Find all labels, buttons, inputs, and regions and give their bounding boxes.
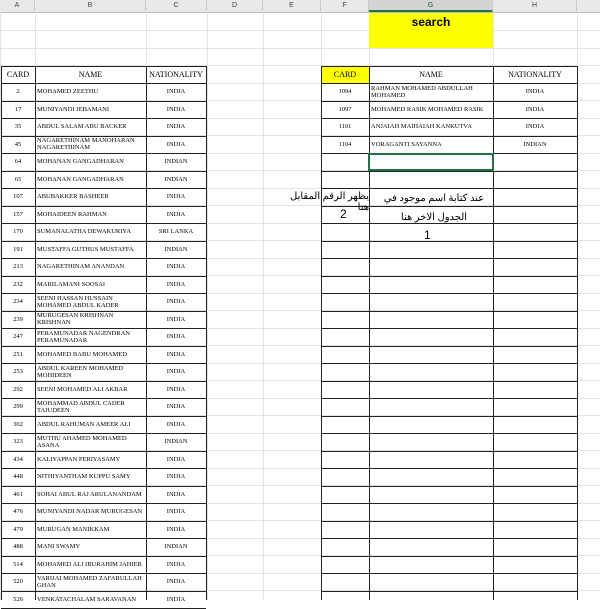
left_table-cell-card[interactable]: 514 [13,560,23,568]
left_table-header-nationality: NATIONALITY [149,70,203,79]
left_table-cell-name[interactable]: MUNIYANDI JEBAMANI [37,105,110,113]
table-border [1,66,2,600]
table-border [1,188,206,189]
left_table-cell-card[interactable]: 526 [13,595,23,603]
left_table-cell-card[interactable]: 17 [14,105,22,113]
left_table-cell-nat[interactable]: INDIA [166,193,186,201]
left_table-cell-card[interactable]: 520 [13,578,23,586]
left_table-header-card: CARD [6,70,30,79]
table-border [1,328,206,329]
left_table-cell-card[interactable]: 479 [13,525,23,533]
left_table-cell-nat[interactable]: INDIA [166,368,186,376]
gridline [0,48,600,49]
left_table-cell-name[interactable]: MUSTAFFA GUTHUS MUSTAFFA [37,245,134,253]
table-border [321,328,577,329]
table-border [1,398,206,399]
left_table-cell-card[interactable]: 65 [14,175,22,183]
left_table-cell-name[interactable]: PERAMUNADAR NAGENDRAN PERAMUNADAR [37,329,130,344]
table-border [1,538,206,539]
table-border [321,468,577,469]
table-border [321,363,577,364]
left_table-cell-nat[interactable]: INDIA [166,263,186,271]
left_table-cell-name[interactable]: ABDUL SALAM ABU BACKER [37,123,127,131]
left_table-cell-nat[interactable]: INDIA [166,315,186,323]
table-border [1,451,206,452]
column-header-h[interactable]: H [493,0,577,12]
left_table-cell-name[interactable]: MARILAMANI SOOSAI [37,280,106,288]
table-border [1,573,206,574]
left_table-cell-nat[interactable]: INDIA [166,298,186,306]
table-border [369,66,370,600]
left_table-cell-name[interactable]: ABUBAKKER BASHEER [37,193,109,201]
right_table-cell-nat[interactable]: INDIA [525,123,545,131]
table-border [321,591,577,592]
left_table-cell-card[interactable]: 232 [13,280,23,288]
left_table-cell-nat[interactable]: SRI LANKA [158,228,194,236]
left_table-cell-card[interactable]: 64 [14,158,22,166]
left_table-cell-name[interactable]: MOHAIDEEN RAHMAN [37,210,107,218]
left_table-cell-name[interactable]: MOHAMED ALI IBURAHIM JAHIER [37,560,142,568]
gridline [0,30,600,31]
note-lookup-instruction: عند كتابة اسم موجود في الجدول الاخر هنا [383,193,485,223]
left_table-cell-nat[interactable]: INDIA [166,280,186,288]
left_table-cell-nat[interactable]: INDIA [166,525,186,533]
table-border [1,433,206,434]
table-border [1,101,206,102]
table-border [321,66,577,67]
left_table-cell-card[interactable]: 213 [13,263,23,271]
left_table-cell-name[interactable]: MOHAMED ZEETHU [37,88,99,96]
left_table-cell-name[interactable]: MANI SWAMY [37,543,81,551]
table-border [1,503,206,504]
right_table-cell-nat[interactable]: INDIA [525,88,545,96]
column-header-c[interactable]: C [146,0,207,12]
left_table-cell-nat[interactable]: INDIAN [164,245,188,253]
left_table-cell-card[interactable]: 45 [14,140,22,148]
table-border [206,66,207,600]
table-border [321,66,322,600]
left_table-cell-card[interactable]: 292 [13,385,23,393]
left_table-cell-name[interactable]: SUMANALATHA DEWAKURIYA [37,228,132,236]
left_table-cell-nat[interactable]: INDIAN [164,175,188,183]
right_table-cell-card[interactable]: 1101 [338,123,352,131]
right_table-header-card: CARD [321,66,369,83]
table-border [1,153,206,154]
table-border [493,66,494,600]
left_table-cell-nat[interactable]: INDIA [166,455,186,463]
left_table-cell-name[interactable]: VENKATACHALAM SARAVANAN [37,595,137,603]
left_table-cell-nat[interactable]: INDIA [166,123,186,131]
right_table-cell-name[interactable]: RAHMAN MOHAMED ABDULLAH MOHAMED [371,84,473,99]
table-border [1,346,206,347]
left_table-cell-name[interactable]: MURUGESAN KRISHNAN KRISHNAN [37,312,114,327]
left_table-cell-nat[interactable]: INDIAN [164,158,188,166]
left_table-cell-name[interactable]: ABDUL RAHUMAN AMEER ALI [37,420,131,428]
table-border [1,171,206,172]
right_table-cell-name[interactable]: ANJAIAH MAIHAIAH KANKUTVA [371,123,472,131]
table-border [321,293,577,294]
table-border [1,223,206,224]
left_table-cell-card[interactable]: 299 [13,403,23,411]
note-result-instruction: يظهر الرقم المقابل هنا [290,191,369,213]
table-border [1,206,206,207]
table-border [1,241,206,242]
left_table-cell-card[interactable]: 170 [13,228,23,236]
left_table-cell-card[interactable]: 107 [13,193,23,201]
table-border [321,556,577,557]
left_table-cell-card[interactable]: 2 [16,88,20,96]
right_table-cell-name[interactable]: VORAGANTI SAYANNA [371,140,442,148]
left_table-cell-card[interactable]: 488 [13,543,23,551]
left_table-cell-name[interactable]: SOHAI ABUL RAJ ARULANANDAM [37,490,142,498]
table-border [321,136,577,137]
table-border [321,538,577,539]
gridline [263,12,264,600]
table-border [1,521,206,522]
table-border [1,381,206,382]
left_table-cell-name[interactable]: KALIYAPPAN PERIYASAMY [37,455,121,463]
selected-cell[interactable] [368,153,494,171]
note-number-2: 2 [340,207,347,221]
left_table-cell-nat[interactable]: INDIAN [164,543,188,551]
left_table-cell-nat[interactable]: INDIA [166,560,186,568]
left_table-cell-name[interactable]: MURUGAN MANIKKAM [37,525,110,533]
table-border [321,416,577,417]
left_table-header-name: NAME [78,70,103,79]
left_table-cell-name[interactable]: NAGARETHINAM ANANDAN [37,263,125,271]
table-border [1,591,206,592]
column-header-f[interactable]: F [321,0,369,12]
table-border [1,66,206,67]
left_table-cell-nat[interactable]: INDIA [166,490,186,498]
left_table-cell-nat[interactable]: INDIA [166,403,186,411]
table-border [321,486,577,487]
right_table-cell-nat[interactable]: INDIA [525,105,545,113]
left_table-cell-card[interactable]: 35 [14,123,22,131]
gridline [207,12,208,600]
left_table-cell-card[interactable]: 302 [13,420,23,428]
right_table-cell-name[interactable]: MOHAMED RASIK MOHAMED RASIK [371,105,484,113]
column-header-b[interactable]: B [35,0,146,12]
search-cell[interactable] [369,13,493,48]
left_table-cell-nat[interactable]: INDIA [166,210,186,218]
table-border [1,468,206,469]
left_table-cell-name[interactable]: MUNIYANDI NADAR MURUGESAN [37,508,143,516]
column-header-a[interactable]: A [0,0,35,12]
column-header-g[interactable]: G [369,0,493,12]
table-border [321,503,577,504]
table-border [321,398,577,399]
table-border [1,486,206,487]
left_table-cell-name[interactable]: MOHAMED BABU MOHAMED [37,350,127,358]
left_table-cell-nat[interactable]: INDIA [166,473,186,481]
left_table-cell-name[interactable]: SEENI HASSAN HUSSAIN MOHAMED ABDUL KADER [37,294,119,309]
left_table-cell-card[interactable]: 251 [13,350,23,358]
table-border [1,118,206,119]
right_table-header-name: NAME [419,70,443,79]
table-border [321,346,577,347]
left_table-cell-nat[interactable]: INDIA [166,333,186,341]
left_table-cell-nat[interactable]: INDIA [166,105,186,113]
left_table-cell-card[interactable]: 323 [13,438,23,446]
note-number-1: 1 [424,228,431,242]
left_table-cell-name[interactable]: MUTHU AHAMED MOHAMED ASANA [37,434,127,449]
search-label: search [411,15,451,29]
left_table-cell-nat[interactable]: INDIA [166,508,186,516]
table-border [1,83,206,84]
left_table-cell-card[interactable]: 448 [13,473,23,481]
left_table-cell-name[interactable]: ABDUL KAREEN MOHAMED MOHIDEEN [37,364,124,379]
table-border [321,433,577,434]
table-border [321,241,577,242]
table-border [1,311,206,312]
left_table-cell-nat[interactable]: INDIA [166,578,186,586]
left_table-cell-card[interactable]: 476 [13,508,23,516]
table-border [321,521,577,522]
left_table-cell-card[interactable]: 247 [13,333,23,341]
table-border [321,118,577,119]
table-border [35,66,36,600]
table-border [321,573,577,574]
table-border [321,258,577,259]
table-border [1,258,206,259]
table-border [1,416,206,417]
table-border [321,381,577,382]
left_table-cell-name[interactable]: VARIJAI MOHAMED ZAFARULLAH GHAN [37,574,142,589]
right_table-cell-nat[interactable]: INDIAN [523,140,547,148]
left_table-cell-card[interactable]: 157 [13,210,23,218]
left_table-cell-name[interactable]: NITHIYANTHAM KUPPU SAMY [37,473,131,481]
left_table-cell-nat[interactable]: INDIA [166,385,186,393]
left_table-cell-nat[interactable]: INDIAN [164,438,188,446]
left_table-cell-card[interactable]: 234 [13,298,23,306]
table-border [1,556,206,557]
table-border [321,101,577,102]
left_table-cell-nat[interactable]: INDIA [166,350,186,358]
right_table-cell-card[interactable]: 1097 [338,105,352,113]
left_table-cell-nat[interactable]: INDIA [166,140,186,148]
left_table-cell-card[interactable]: 239 [13,315,23,323]
right_table-cell-card[interactable]: 1094 [338,88,352,96]
left_table-cell-name[interactable]: NAGARETHINAM MANOHARAN NAGARETHINAM [37,137,135,152]
table-border [321,276,577,277]
left_table-cell-card[interactable]: 253 [13,368,23,376]
table-border [321,171,577,172]
table-border [1,136,206,137]
left_table-cell-card[interactable]: 191 [13,245,23,253]
left_table-cell-name[interactable]: SEENI MOHAMED ALI AKBAR [37,385,128,393]
right_table-header-nationality: NATIONALITY [508,70,562,79]
table-border [321,311,577,312]
left_table-cell-nat[interactable]: INDIA [166,595,186,603]
table-border [577,66,578,600]
table-border [321,451,577,452]
left_table-cell-nat[interactable]: INDIA [166,88,186,96]
column-header-d[interactable]: D [207,0,263,12]
right_table-cell-card[interactable]: 1104 [338,140,352,148]
left_table-cell-name[interactable]: MOHANAN GANGADHARAN [37,175,124,183]
left_table-cell-name[interactable]: MOHANAN GANGADHARAN [37,158,124,166]
column-header-e[interactable]: E [263,0,321,12]
table-border [1,276,206,277]
table-border [1,293,206,294]
left_table-cell-nat[interactable]: INDIA [166,420,186,428]
table-border [1,363,206,364]
table-border [321,83,577,84]
left_table-cell-card[interactable]: 434 [13,455,23,463]
left_table-cell-card[interactable]: 461 [13,490,23,498]
left_table-cell-name[interactable]: MOHAMMAD ABDUL CADER TAJUDEEN [37,399,125,414]
table-border [146,66,147,600]
